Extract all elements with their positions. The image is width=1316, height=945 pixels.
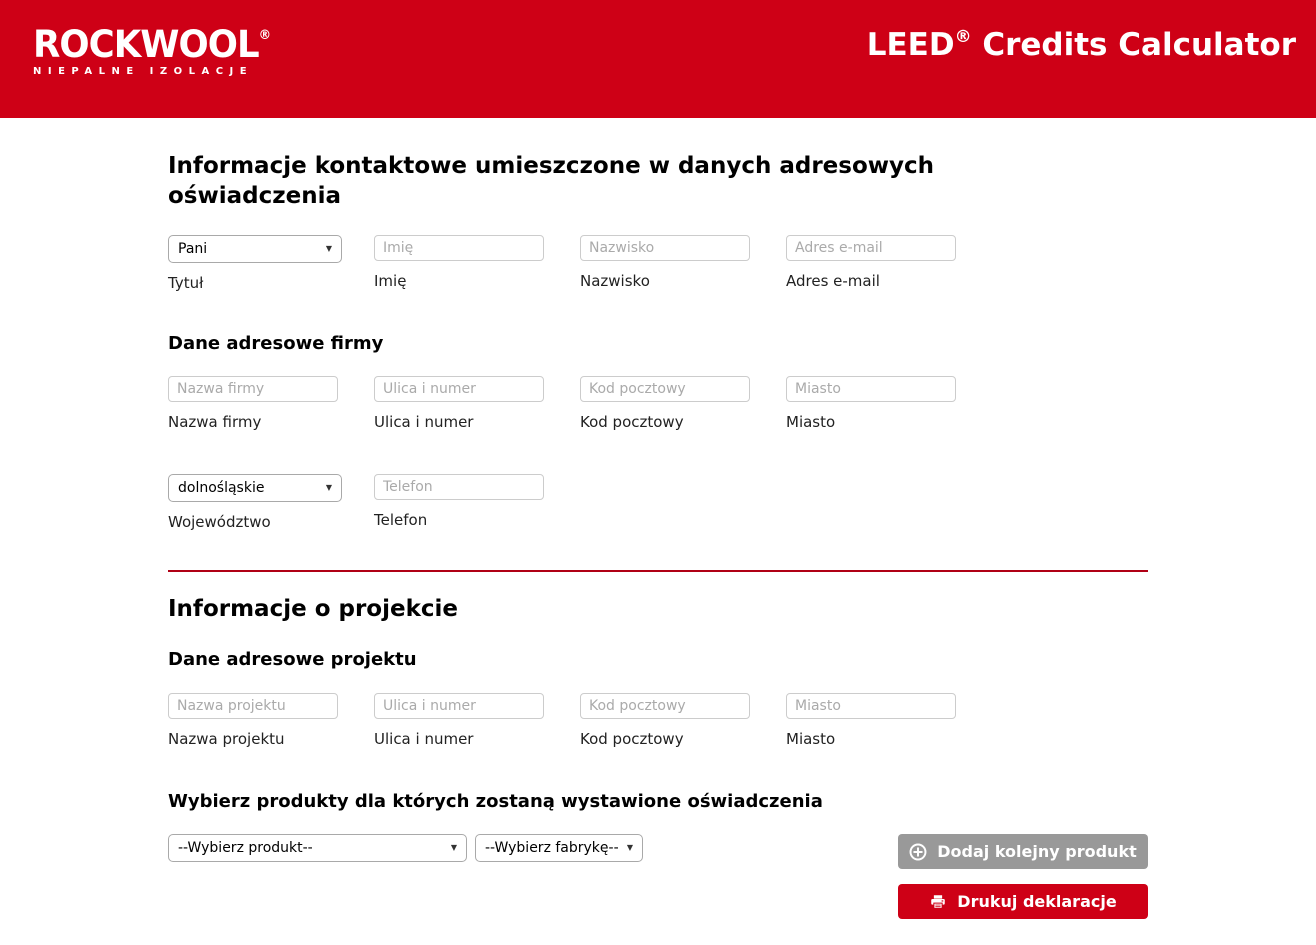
chevron-down-icon: ▼ (450, 843, 457, 853)
company-name-label: Nazwa firmy (168, 412, 262, 431)
chevron-down-icon: ▼ (626, 843, 633, 853)
project-street-label: Ulica i numer (374, 730, 474, 749)
company-street-label: Ulica i numer (374, 412, 474, 431)
logo-tagline: NIEPALNE IZOLACJE (33, 66, 254, 77)
rockwool-logo (33, 23, 281, 77)
project-city-input[interactable] (786, 693, 956, 719)
phone-field-group (374, 474, 580, 529)
title-select[interactable] (168, 235, 342, 263)
company-fields-row (168, 376, 1148, 431)
print-declarations-button-label: Drukuj deklaracje (957, 892, 1117, 912)
company-street-input[interactable] (374, 376, 544, 402)
project-name-input[interactable] (168, 693, 338, 719)
project-address-subheading: Dane adresowe projektu (168, 649, 417, 671)
bottom-spacer (168, 919, 1148, 945)
product-select[interactable] (168, 834, 467, 862)
company-fields-row-2 (168, 474, 1148, 531)
main-content (0, 118, 1148, 945)
first-name-input[interactable] (374, 235, 544, 261)
print-declarations-button[interactable] (898, 884, 1148, 919)
project-name-field-group (168, 693, 374, 748)
page-title (867, 27, 1296, 63)
project-postal-label: Kod pocztowy (580, 730, 684, 749)
chevron-down-icon: ▼ (325, 243, 332, 253)
section-divider (168, 570, 1148, 572)
project-name-label: Nazwa projektu (168, 730, 285, 749)
project-postal-input[interactable] (580, 693, 750, 719)
company-name-input[interactable] (168, 376, 338, 402)
logo-brand-word: ROCKWOOL (33, 23, 259, 66)
add-product-button[interactable] (898, 834, 1148, 869)
company-section-heading: Dane adresowe firmy (168, 332, 384, 354)
products-section-heading: Wybierz produkty dla których zostaną wystawione oświadczenia (168, 791, 823, 813)
add-product-button-label: Dodaj kolejny produkt (937, 842, 1137, 862)
plus-icon (909, 843, 927, 861)
last-name-input[interactable] (580, 235, 750, 261)
project-street-input[interactable] (374, 693, 544, 719)
company-postal-label: Kod pocztowy (580, 412, 684, 431)
company-postal-field-group (580, 376, 786, 431)
company-city-input[interactable] (786, 376, 956, 402)
page-title-post: Credits Calculator (971, 27, 1296, 63)
phone-input[interactable] (374, 474, 544, 500)
project-street-field-group (374, 693, 580, 748)
company-street-field-group (374, 376, 580, 431)
title-field-label: Tytuł (168, 273, 204, 292)
project-section-heading: Informacje o projekcie (168, 595, 459, 622)
email-label: Adres e-mail (786, 271, 880, 290)
registered-mark-icon: ® (954, 27, 972, 47)
last-name-label: Nazwisko (580, 271, 650, 290)
voivodeship-select[interactable] (168, 474, 342, 502)
phone-label: Telefon (374, 510, 428, 529)
email-field-group (786, 235, 992, 290)
page-title-pre: LEED (866, 27, 955, 63)
logo-brand-text (33, 23, 272, 66)
company-name-field-group (168, 376, 374, 431)
company-city-field-group (786, 376, 992, 431)
action-buttons (898, 834, 1148, 919)
chevron-down-icon: ▼ (325, 482, 332, 492)
company-postal-input[interactable] (580, 376, 750, 402)
title-field-group (168, 235, 374, 292)
project-fields-row (168, 693, 1148, 748)
project-city-field-group (786, 693, 992, 748)
first-name-field-group (374, 235, 580, 290)
products-row (168, 834, 1148, 919)
printer-icon (929, 893, 947, 911)
project-postal-field-group (580, 693, 786, 748)
factory-select[interactable] (475, 834, 643, 862)
project-city-label: Miasto (786, 730, 836, 749)
registered-mark-icon: ® (258, 28, 272, 43)
contact-fields-row (168, 235, 1148, 292)
voivodeship-label: Województwo (168, 512, 271, 531)
app-header (0, 0, 1316, 118)
voivodeship-field-group (168, 474, 374, 531)
last-name-field-group (580, 235, 786, 290)
company-city-label: Miasto (786, 412, 836, 431)
first-name-label: Imię (374, 271, 407, 290)
contact-section-heading: Informacje kontaktowe umieszczone w danych adresowych oświadczenia (168, 153, 934, 210)
email-input[interactable] (786, 235, 956, 261)
product-selects (168, 834, 898, 862)
